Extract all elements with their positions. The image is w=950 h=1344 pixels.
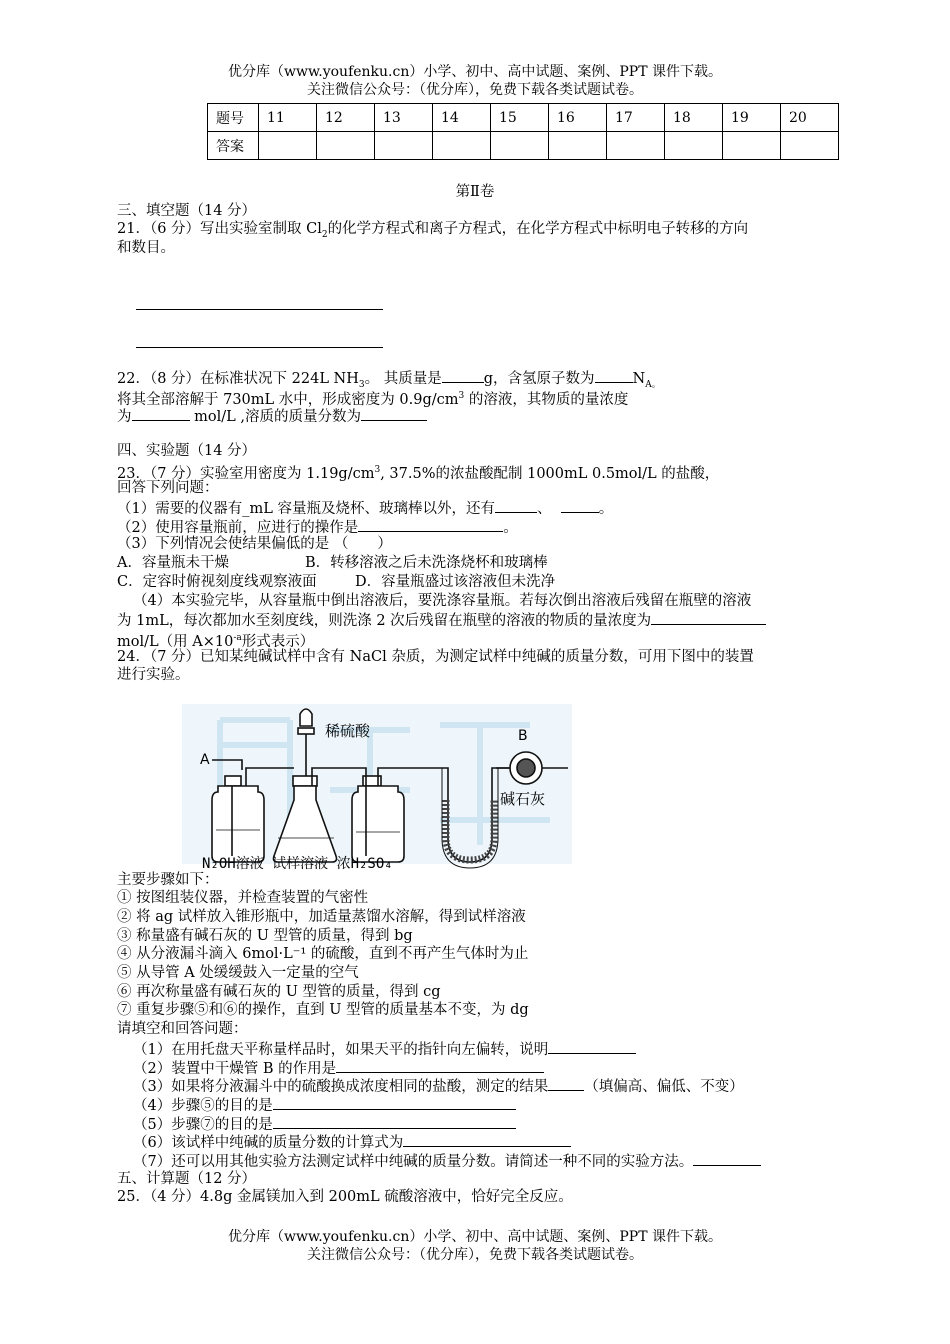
q23-option-a: A．容量瓶未干燥 — [117, 555, 229, 571]
table-cell: 12 — [317, 104, 375, 132]
label-a: A — [200, 752, 210, 768]
q23-line-4: （2）使用容量瓶前，应进行的操作是 。 — [117, 517, 518, 537]
label-dilute-sulfuric-acid: 稀硫酸 — [325, 722, 371, 740]
answer-table — [207, 103, 839, 160]
q23-line-3: （1）需要的仪器有_mL 容量瓶及烧杯、玻璃棒以外，还有 、 。 — [117, 498, 613, 518]
answer-cell[interactable] — [549, 132, 607, 160]
ask-line: 请填空和回答问题： — [117, 1021, 248, 1037]
blank[interactable] — [442, 368, 484, 383]
q21-line-1: 21．（6 分）写出实验室制取 $Cl_2$的化学方程式和离子方程式，在化学方程式中标明电子转移的方向 — [117, 221, 749, 240]
q23-line-10: mol/L（用 $A\times 10^{-a}$形式表示） — [117, 633, 315, 650]
blank[interactable] — [336, 1058, 544, 1073]
q24-part-5: （5）步骤⑦的目的是 — [133, 1114, 516, 1134]
step-item: ② 将 ag 试样放入锥形瓶中，加适量蒸馏水溶解，得到试样溶液 — [117, 909, 526, 925]
footer-line-2: 关注微信公众号：（优分库），免费下载各类试题试卷。 — [307, 1247, 643, 1263]
step-item: ① 按图组装仪器，并检查装置的气密性 — [117, 890, 369, 906]
q24-part-1: （1）在用托盘天平称量样品时，如果天平的指针向左偏转，说明 — [133, 1039, 636, 1059]
blank[interactable] — [693, 1151, 761, 1166]
q24-part-4: （4）步骤⑤的目的是 — [133, 1095, 516, 1115]
table-cell: 14 — [433, 104, 491, 132]
table-cell: 19 — [723, 104, 781, 132]
volume-title: 第Ⅱ卷 — [455, 184, 495, 200]
q23-line-9: 为 1mL，每次都加水至刻度线，则洗涤 2 次后残留在瓶壁的溶液的物质的量浓度为 — [117, 610, 766, 630]
q23-option-b: B．转移溶液之后未洗涤烧杯和玻璃棒 — [305, 555, 548, 571]
table-row — [208, 132, 839, 160]
section-3-title: 三、填空题（14 分） — [117, 203, 257, 219]
steps-title: 主要步骤如下： — [117, 872, 219, 888]
blank[interactable] — [132, 406, 190, 421]
blank[interactable] — [273, 1095, 516, 1110]
blank[interactable] — [651, 610, 766, 625]
footer-line-1: 优分库（www.youfenku.cn）小学、初中、高中试题、案例、PPT 课件下载。 — [227, 1229, 722, 1245]
answer-cell[interactable] — [433, 132, 491, 160]
table-cell: 15 — [491, 104, 549, 132]
blank[interactable] — [595, 368, 633, 383]
q22-line-1: 22．（8 分）在标准状况下 224L $NH_3$。 其质量是 g，含氢原子数为 $N_{A。}$ — [117, 368, 661, 394]
blank[interactable] — [548, 1039, 636, 1054]
q24-part-2: （2）装置中干燥管 B 的作用是 — [133, 1058, 544, 1078]
blank[interactable] — [548, 1076, 584, 1091]
q23-line-2: 回答下列问题： — [117, 480, 219, 496]
q23-line-1: 23．（7 分）实验室用密度为 $1.19g/cm^3$, 37.5%的浓盐酸配制 1000mL 0.5mol/L 的盐酸， — [117, 465, 720, 482]
q22-line-3: 为 mol/L ,溶质的质量分数为 — [117, 406, 427, 426]
blank[interactable] — [561, 498, 599, 513]
answer-cell[interactable] — [259, 132, 317, 160]
blank[interactable] — [273, 1114, 516, 1129]
q23-line-5: （3）下列情况会使结果偏低的是 （ ） — [117, 536, 392, 552]
answer-cell[interactable] — [665, 132, 723, 160]
answer-cell[interactable] — [781, 132, 839, 160]
q23-option-d: D．容量瓶盛过该溶液但未洗净 — [355, 574, 556, 590]
step-item: ⑦ 重复步骤⑤和⑥的操作，直到 U 型管的质量基本不变，为 dg — [117, 1002, 529, 1018]
step-item: ⑥ 再次称量盛有碱石灰的 U 型管的质量，得到 cg — [117, 984, 441, 1000]
table-row — [208, 104, 839, 132]
blank[interactable] — [361, 406, 427, 421]
answer-line[interactable] — [136, 347, 383, 348]
label-soda-lime: 碱石灰 — [500, 790, 546, 808]
answer-cell[interactable] — [723, 132, 781, 160]
q25-line-1: 25．（4 分）4.8g 金属镁加入到 200mL 硫酸溶液中，恰好完全反应。 — [117, 1189, 573, 1205]
blank[interactable] — [358, 517, 503, 532]
step-item: ③ 称量盛有碱石灰的 U 型管的质量，得到 bg — [117, 928, 413, 944]
table-cell: 答案 — [208, 132, 259, 160]
q22-line-2: 将其全部溶解于 730mL 水中，形成密度为 $0.9g/cm^3$ 的溶液，其物质的量浓度 — [117, 391, 629, 408]
q23-option-c: C．定容时俯视刻度线观察液面 — [117, 574, 317, 590]
answer-cell[interactable] — [491, 132, 549, 160]
q24-part-7: （7）还可以用其他实验方法测定试样中纯碱的质量分数。请简述一种不同的实验方法。 — [133, 1151, 761, 1171]
q21-line-2: 和数目。 — [117, 240, 175, 256]
table-cell: 17 — [607, 104, 665, 132]
header-line-2: 关注微信公众号：（优分库），免费下载各类试题试卷。 — [307, 82, 643, 98]
step-item: ④ 从分液漏斗滴入 6mol·L⁻¹ 的硫酸，直到不再产生气体时为止 — [117, 946, 529, 962]
blank[interactable] — [403, 1132, 571, 1147]
table-cell: 20 — [781, 104, 839, 132]
table-cell: 18 — [665, 104, 723, 132]
answer-cell[interactable] — [375, 132, 433, 160]
label-bottom: N₂OH溶液 试样溶液 浓H₂SO₄ — [202, 856, 393, 870]
blank[interactable] — [495, 498, 537, 513]
table-cell: 题号 — [208, 104, 259, 132]
q24-line-1: 24．（7 分）已知某纯碱试样中含有 NaCl 杂质，为测定试样中纯碱的质量分数，可用下图中的装置 — [117, 649, 754, 665]
q24-line-2: 进行实验。 — [117, 667, 190, 683]
section-5-title: 五、计算题（12 分） — [117, 1171, 257, 1187]
table-cell: 16 — [549, 104, 607, 132]
step-item: ⑤ 从导管 A 处缓缓鼓入一定量的空气 — [117, 965, 359, 981]
header-line-1: 优分库（www.youfenku.cn）小学、初中、高中试题、案例、PPT 课件下载。 — [227, 64, 722, 80]
table-cell: 13 — [375, 104, 433, 132]
q24-part-3: （3）如果将分液漏斗中的硫酸换成浓度相同的盐酸，测定的结果 （填偏高、偏低、不变） — [133, 1076, 744, 1096]
answer-cell[interactable] — [317, 132, 375, 160]
table-cell: 11 — [259, 104, 317, 132]
apparatus-figure — [180, 700, 575, 870]
label-b: B — [518, 728, 528, 744]
q23-line-8: （4）本实验完毕，从容量瓶中倒出溶液后，要洗涤容量瓶。若每次倒出溶液后残留在瓶壁的溶液 — [133, 593, 752, 609]
answer-cell[interactable] — [607, 132, 665, 160]
answer-line[interactable] — [136, 309, 383, 310]
section-4-title: 四、实验题（14 分） — [117, 443, 257, 459]
q24-part-6: （6）该试样中纯碱的质量分数的计算式为 — [133, 1132, 571, 1152]
